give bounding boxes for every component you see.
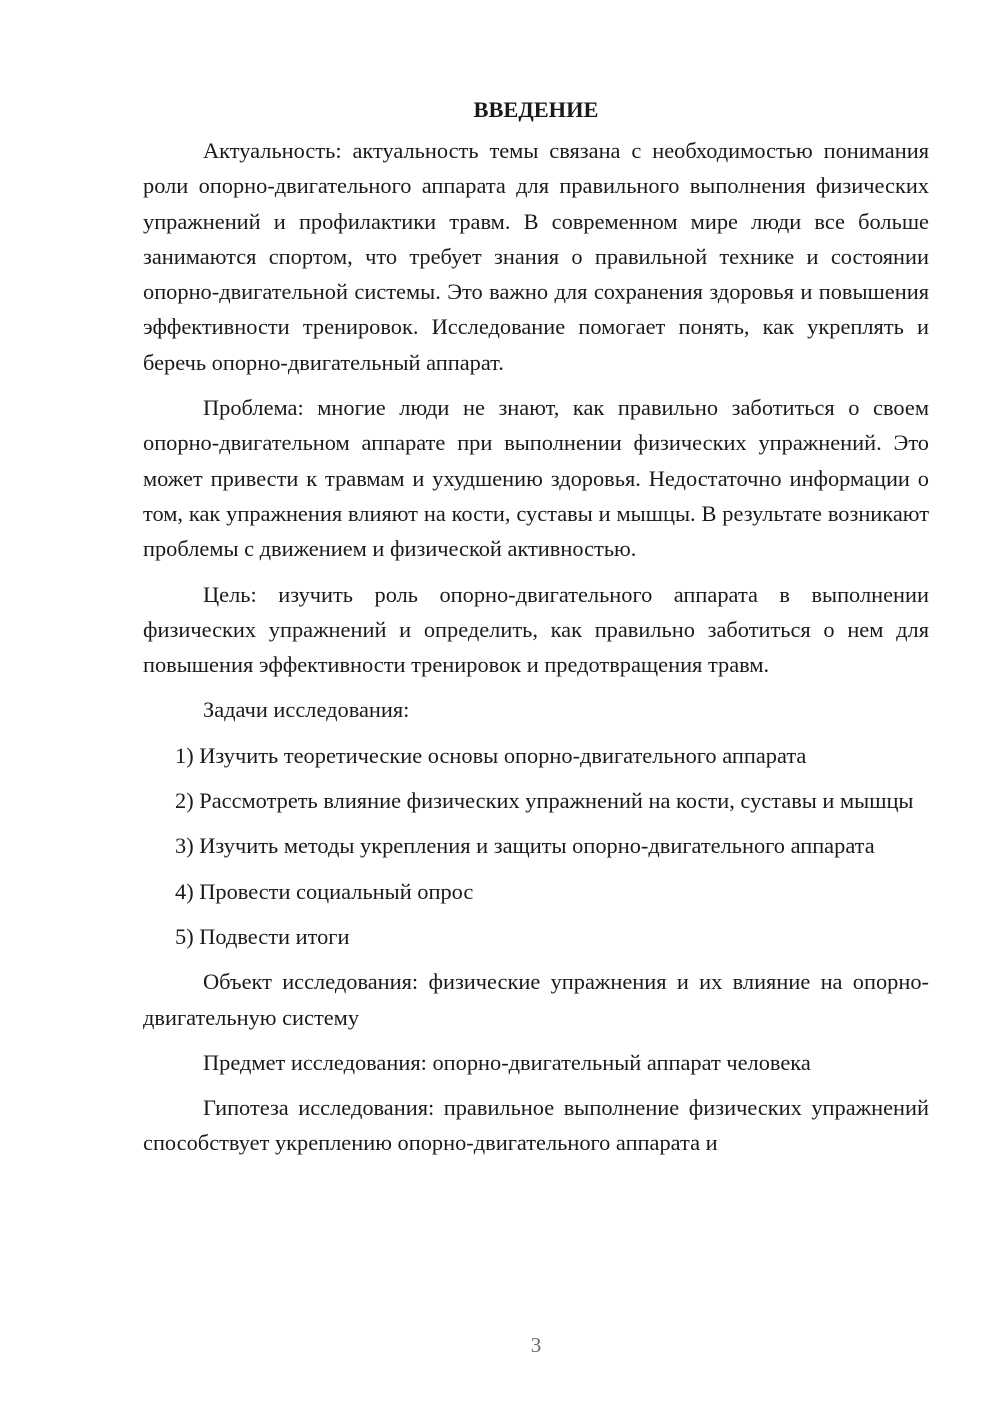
paragraph-problem: Проблема: многие люди не знают, как правильно заботиться о своем опорно-двигательном аппарате при выполнении физических упражнений. Это может привести к травмам и ухудшению здоровья. Недостаточно информации о том, как упражнения влияют на кости, суставы и мышцы. В результате возникают проблемы с движением и физической активностью.: [143, 395, 929, 562]
paragraph-goal: Цель: изучить роль опорно-двигательного аппарата в выполнении физических упражнений и определить, как правильно заботиться о нем для повышения эффективности тренировок и предотвращения травм.: [143, 581, 929, 678]
document-page: [143, 92, 929, 1171]
paragraph-object: Объект исследования: физические упражнения и их влияние на опорно-двигательную систему: [143, 969, 929, 1030]
page-number: 3: [530, 1333, 542, 1357]
list-item: 1) Изучить теоретические основы опорно-двигательного аппарата: [175, 742, 807, 768]
tasks-heading: Задачи исследования:: [203, 697, 410, 723]
paragraph-hypothesis: Гипотеза исследования: правильное выполнение физических упражнений способствует укреплению опорно-двигательного аппарата и: [143, 1095, 929, 1156]
paragraph-actuality: Актуальность: актуальность темы связана с необходимостью понимания роли опорно-двигательного аппарата для правильного выполнения физических упражнений и профилактики травм. В современном мире люди все больше занимаются спортом, что требует знания о правильной технике и состоянии опорно-двигательной системы. Это важно для сохранения здоровья и повышения эффективности тренировок. Исследование помогает понять, как укреплять и беречь опорно-двигательный аппарат.: [143, 138, 929, 375]
tasks-list: [143, 738, 929, 954]
list-item: 4) Провести социальный опрос: [175, 878, 474, 904]
paragraph-subject: Предмет исследования: опорно-двигательный аппарат человека: [203, 1049, 811, 1075]
list-item: 5) Подвести итоги: [175, 923, 350, 949]
list-item: 2) Рассмотреть влияние физических упражнений на кости, суставы и мышцы: [175, 788, 914, 814]
section-title: ВВЕДЕНИЕ: [473, 97, 599, 122]
list-item: 3) Изучить методы укрепления и защиты опорно-двигательного аппарата: [175, 833, 875, 859]
